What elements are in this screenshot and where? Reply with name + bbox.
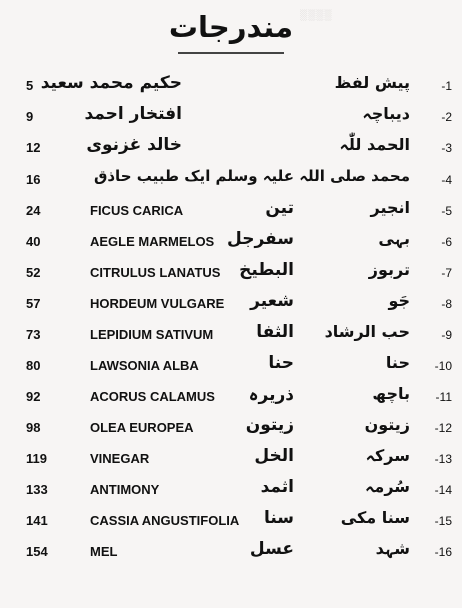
- entry-number: -5: [441, 204, 452, 218]
- page-number: 119: [26, 451, 47, 466]
- toc-row: [0, 166, 462, 196]
- latin-name: ACORUS CALAMUS: [90, 389, 215, 404]
- page-number: 73: [26, 327, 41, 342]
- toc-row: [0, 321, 462, 351]
- entry-number: -6: [441, 235, 452, 249]
- toc-row: [0, 228, 462, 258]
- urdu-title: دیباچہ: [362, 104, 410, 123]
- toc-row: [0, 72, 462, 102]
- toc-row: [0, 259, 462, 289]
- urdu-title: جَو: [388, 291, 410, 310]
- arabic-name: سفرجل: [227, 229, 294, 249]
- page-number: 133: [26, 482, 48, 497]
- latin-name: ANTIMONY: [90, 482, 160, 497]
- toc-row: [0, 507, 462, 537]
- page-number: 92: [26, 389, 41, 404]
- entry-number: -13: [434, 452, 452, 466]
- toc-row: [0, 383, 462, 413]
- arabic-name: حنا: [268, 353, 294, 373]
- entry-number: -15: [434, 514, 452, 528]
- arabic-name: زیتون: [245, 415, 294, 435]
- urdu-title: تربوز: [368, 260, 410, 279]
- urdu-title: الحمد للّٰہ: [339, 135, 410, 154]
- entry-number: -11: [435, 390, 452, 404]
- title-underline: [178, 52, 284, 54]
- urdu-title: حنا: [385, 353, 410, 372]
- entry-number: -14: [434, 483, 452, 497]
- page-number: 40: [26, 234, 41, 249]
- arabic-name: شعیر: [250, 291, 294, 311]
- entry-number: -2: [441, 110, 452, 124]
- urdu-title: باچھ: [372, 384, 410, 403]
- page-title: مندرجات: [168, 10, 294, 44]
- entry-number: -1: [441, 79, 452, 93]
- arabic-name: اثمد: [260, 477, 294, 497]
- page-number: 24: [26, 203, 41, 218]
- entry-number: -16: [434, 545, 452, 559]
- page-number: 141: [26, 513, 48, 528]
- page-number: 52: [26, 265, 41, 280]
- toc-row: [0, 414, 462, 444]
- page-number: 12: [26, 140, 41, 155]
- arabic-name: سنا: [263, 508, 294, 528]
- urdu-title: زیتون: [364, 415, 410, 434]
- latin-name: FICUS CARICA: [90, 203, 184, 218]
- latin-name: MEL: [90, 544, 118, 559]
- latin-name: HORDEUM VULGARE: [90, 296, 225, 311]
- toc-row: [0, 134, 462, 164]
- arabic-name: الخل: [254, 446, 294, 466]
- urdu-title: محمد صلی اللہ علیہ وسلم ایک طبیب حاذق: [93, 167, 410, 185]
- page-number: 5: [26, 78, 34, 93]
- page-number: 16: [26, 172, 41, 187]
- entry-number: -8: [441, 297, 452, 311]
- toc-row: [0, 290, 462, 320]
- urdu-title: سُرمہ: [365, 477, 410, 496]
- urdu-title: پیش لفظ: [334, 73, 410, 92]
- author-name: خالد غزنوی: [86, 135, 182, 155]
- entry-number: -12: [434, 421, 452, 435]
- toc-row: [0, 352, 462, 382]
- latin-name: CITRULUS LANATUS: [90, 265, 221, 280]
- entry-number: -4: [441, 173, 452, 187]
- page-number: 154: [26, 544, 48, 559]
- urdu-title: حب الرشاد: [324, 322, 410, 341]
- arabic-name: الثفا: [256, 322, 294, 342]
- page-number: 80: [26, 358, 41, 373]
- toc-row: [0, 197, 462, 227]
- page-number: 9: [26, 109, 34, 124]
- urdu-title: سرکہ: [365, 446, 410, 465]
- latin-name: AEGLE MARMELOS: [90, 234, 215, 249]
- urdu-title: بہی: [378, 229, 410, 248]
- author-name: افتخار احمد: [84, 104, 182, 124]
- latin-name: CASSIA ANGUSTIFOLIA: [90, 513, 240, 528]
- arabic-name: البطیخ: [239, 260, 294, 280]
- toc-row: [0, 538, 462, 568]
- entry-number: -7: [441, 266, 452, 280]
- urdu-title: شہد: [375, 539, 410, 558]
- bleed-through-decoration: ░░░░: [300, 10, 333, 21]
- latin-name: LEPIDIUM SATIVUM: [90, 327, 214, 342]
- arabic-name: ذریرہ: [248, 385, 294, 405]
- toc-row: [0, 445, 462, 475]
- entry-number: -10: [434, 359, 452, 373]
- latin-name: VINEGAR: [90, 451, 150, 466]
- entry-number: -9: [441, 328, 452, 342]
- toc-row: [0, 476, 462, 506]
- entry-number: -3: [441, 141, 452, 155]
- page-number: 57: [26, 296, 41, 311]
- arabic-name: تین: [265, 198, 294, 218]
- urdu-title: سنا مکی: [340, 508, 410, 527]
- urdu-title: انجیر: [370, 198, 410, 217]
- latin-name: OLEA EUROPEA: [90, 420, 194, 435]
- latin-name: LAWSONIA ALBA: [90, 358, 199, 373]
- arabic-name: عسل: [249, 539, 294, 559]
- toc-row: [0, 103, 462, 133]
- page-number: 98: [26, 420, 41, 435]
- author-name: حکیم محمد سعید: [40, 73, 182, 93]
- table-of-contents: [0, 70, 462, 600]
